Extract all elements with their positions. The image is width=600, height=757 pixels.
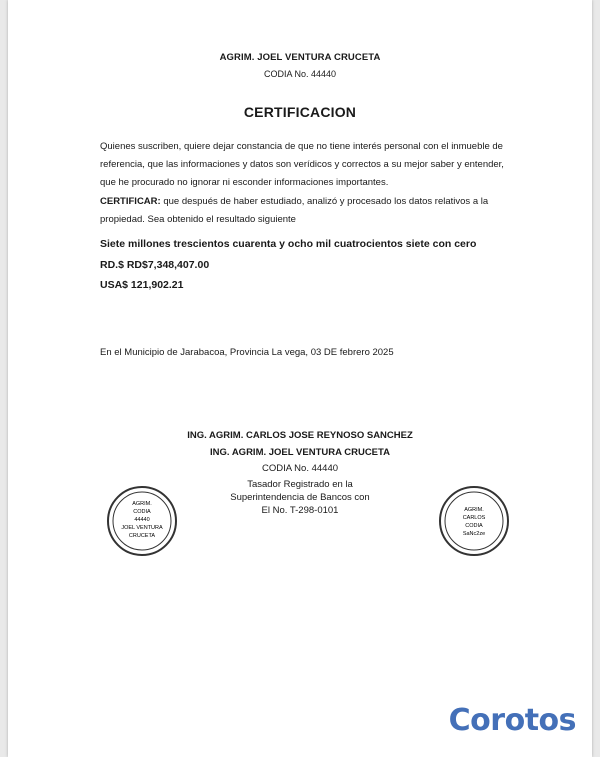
- seal-text: CODIA: [465, 523, 483, 529]
- signatory-name-2: ING. AGRIM. JOEL VENTURA CRUCETA: [210, 447, 390, 458]
- seal-text: CODIA: [133, 509, 151, 515]
- certificar-paragraph: [100, 193, 520, 229]
- document-title: CERTIFICACION: [243, 104, 357, 120]
- signatory-registration-line: Superintendencia de Bancos con: [230, 492, 370, 503]
- certificar-line: propiedad. Sea obtenido el resultado siguiente: [100, 214, 296, 225]
- seal-text: SaNc2ze: [462, 531, 486, 537]
- seal-text: JOEL VENTURA: [121, 525, 163, 531]
- seal-text: AGRIM.: [132, 501, 152, 507]
- header-name: AGRIM. JOEL VENTURA CRUCETA: [219, 52, 381, 63]
- amount-rd: RD.$ RD$7,348,407.00: [100, 259, 210, 271]
- certificar-line: [100, 193, 520, 211]
- intro-line: Quienes suscriben, quiere dejar constancia de que no tiene interés personal con el inmueble de: [100, 141, 503, 152]
- header-codia: CODIA No. 44440: [263, 69, 337, 79]
- seal-stamp-right: [438, 485, 510, 557]
- seal-stamp-left: [106, 485, 178, 557]
- certificar-text: que después de haber estudiado, analizó y procesado los datos relativos a la: [160, 196, 489, 207]
- seal-text: AGRIM.: [464, 507, 484, 513]
- signatory-registration-line: Tasador Registrado en la: [247, 479, 353, 490]
- signatory-name-1: ING. AGRIM. CARLOS JOSE REYNOSO SANCHEZ: [187, 430, 413, 441]
- seal-text: CRUCETA: [128, 533, 156, 539]
- corotos-watermark-logo: Corotos: [448, 703, 576, 738]
- amount-in-words: Siete millones trescientos cuarenta y ocho mil cuatrocientos siete con cero: [100, 238, 477, 250]
- certificar-label: CERTIFICAR:: [100, 196, 161, 207]
- intro-line: que he procurado no ignorar ni esconder informaciones importantes.: [100, 177, 389, 188]
- intro-paragraph: [100, 138, 520, 192]
- signatory-codia: CODIA No. 44440: [261, 463, 339, 474]
- signatory-registration-number: El No. T-298-0101: [261, 505, 339, 516]
- intro-line: referencia, que las informaciones y datos son verídicos y correctos a su mejor saber y entender,: [100, 159, 504, 170]
- seal-text: CARLOS: [462, 515, 486, 521]
- amount-usd: USA$ 121,902.21: [100, 279, 184, 291]
- place-and-date: En el Municipio de Jarabacoa, Provincia La vega, 03 DE febrero 2025: [100, 347, 394, 358]
- seal-text: 44440: [134, 517, 150, 523]
